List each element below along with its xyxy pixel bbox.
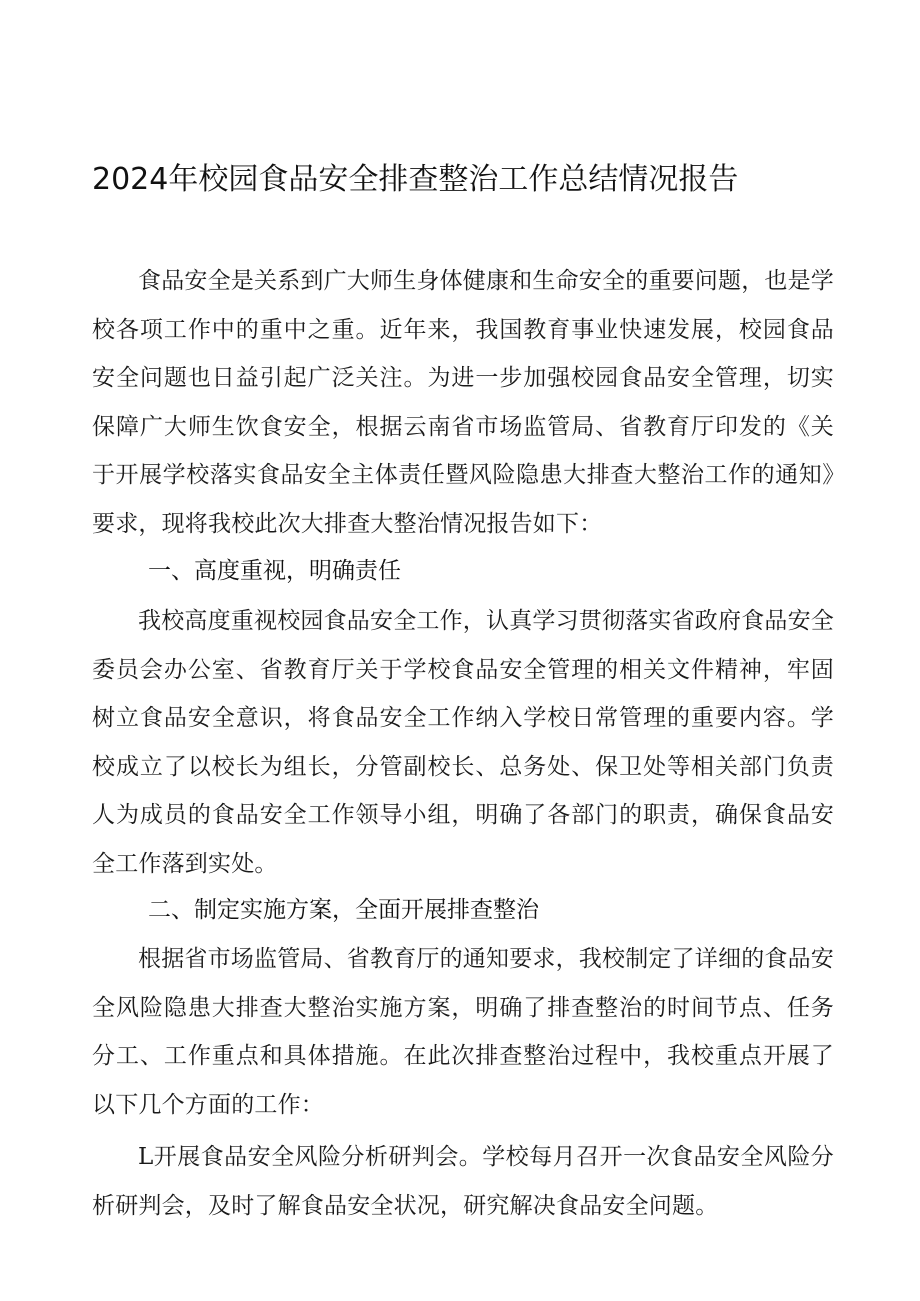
section-2-paragraph: 根据省市场监管局、省教育厅的通知要求，我校制定了详细的食品安全风险隐患大排查大整治实施方案，明确了排查整治的时间节点、任务分工、工作重点和具体措施。在此次排查整治过程中，我校重点开展了以下几个方面的工作： <box>92 946 834 1118</box>
section-heading-1: 一、高度重视，明确责任 <box>148 558 401 584</box>
document-title: 2024年校园食品安全排查整治工作总结情况报告 <box>92 162 739 197</box>
section-1-paragraph: 我校高度重视校园食品安全工作，认真学习贯彻落实省政府食品安全委员会办公室、省教育厅关于学校食品安全管理的相关文件精神，牢固树立食品安全意识，将食品安全工作纳入学校日常管理的重要内容。学校成立了以校长为组长，分管副校长、总务处、保卫处等相关部门负责人为成员的食品安全工作领导小组，明确了各部门的职责，确保食品安全工作落到实处。 <box>92 608 834 877</box>
list-item-1-paragraph: L开展食品安全风险分析研判会。学校每月召开一次食品安全风险分析研判会，及时了解食品安全状况，研究解决食品安全问题。 <box>92 1144 834 1219</box>
intro-paragraph: 食品安全是关系到广大师生身体健康和生命安全的重要问题，也是学校各项工作中的重中之重。近年来，我国教育事业快速发展，校园食品安全问题也日益引起广泛关注。为进一步加强校园食品安全管理，切实保障广大师生饮食安全，根据云南省市场监管局、省教育厅印发的《关于开展学校落实食品安全主体责任暨风险隐患大排查大整治工作的通知》要求，现将我校此次大排查大整治情况报告如下： <box>92 268 834 537</box>
section-heading-2: 二、制定实施方案，全面开展排查整治 <box>148 897 539 923</box>
